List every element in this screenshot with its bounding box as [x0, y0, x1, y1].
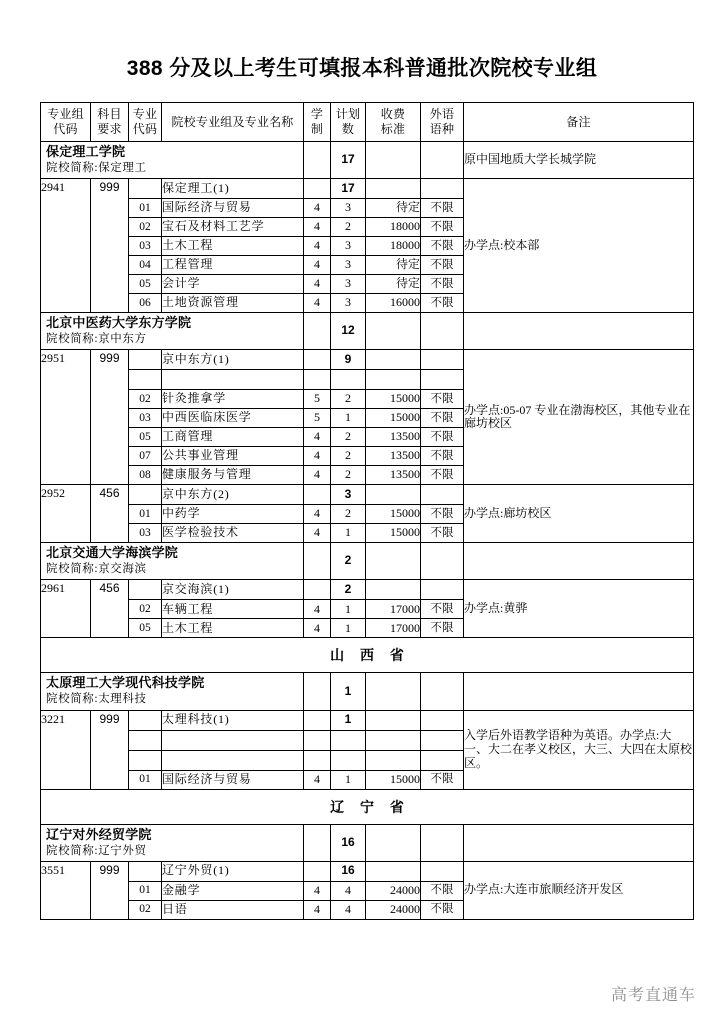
major-fee: 待定 — [366, 199, 421, 218]
header-group-code: 专业组 代码 — [41, 103, 91, 142]
group-note: 办学点:校本部 — [464, 179, 694, 313]
group-note: 办学点:黄骅 — [464, 580, 694, 638]
major-fee: 17000 — [366, 619, 421, 638]
major-code: 01 — [129, 881, 162, 900]
major-fee: 13500 — [366, 447, 421, 466]
major-years: 4 — [304, 600, 331, 619]
header-fee-standard: 收费 标准 — [366, 103, 421, 142]
major-code: 02 — [129, 218, 162, 237]
school-fee-cell — [366, 543, 421, 580]
major-plan-count: 1 — [331, 619, 366, 638]
major-plan-count: 1 — [331, 409, 366, 428]
group-fee-blank — [366, 179, 421, 199]
group-years-blank — [304, 485, 331, 505]
group-name: 京交海滨(1) — [162, 580, 304, 600]
major-name: 工商管理 — [162, 428, 304, 447]
major-years: 4 — [304, 428, 331, 447]
major-plan-count: 1 — [331, 600, 366, 619]
major-name: 国际经济与贸易 — [162, 770, 304, 789]
spacer-major-code — [129, 750, 162, 770]
province-banner-row — [41, 638, 694, 673]
group-major-code-blank — [129, 580, 162, 600]
header-plan-count: 计划 数 — [331, 103, 366, 142]
group-language-blank — [421, 485, 464, 505]
group-note: 办学点:05-07 专业在渤海校区，其他专业在廊坊校区 — [464, 350, 694, 485]
major-language: 不限 — [421, 900, 464, 919]
school-header-row — [41, 313, 694, 350]
major-fee: 15000 — [366, 524, 421, 543]
major-code: 01 — [129, 199, 162, 218]
school-years-cell — [304, 824, 331, 861]
subject-requirement: 999 — [91, 350, 129, 485]
major-name: 金融学 — [162, 881, 304, 900]
major-name: 日语 — [162, 900, 304, 919]
major-fee: 24000 — [366, 881, 421, 900]
header-major-code: 专业 代码 — [129, 103, 162, 142]
school-info-cell — [41, 142, 304, 179]
school-plan-count: 2 — [331, 543, 366, 580]
header-years: 学 制 — [304, 103, 331, 142]
major-code: 03 — [129, 524, 162, 543]
major-language: 不限 — [421, 256, 464, 275]
group-language-blank — [421, 350, 464, 370]
group-language-blank — [421, 710, 464, 730]
major-language: 不限 — [421, 199, 464, 218]
school-years-cell — [304, 543, 331, 580]
major-code: 04 — [129, 256, 162, 275]
major-years: 4 — [304, 524, 331, 543]
major-language: 不限 — [421, 447, 464, 466]
group-code: 3221 — [41, 710, 91, 789]
school-years-cell — [304, 313, 331, 350]
major-name: 车辆工程 — [162, 600, 304, 619]
group-name: 京中东方(1) — [162, 350, 304, 370]
school-info-cell — [41, 543, 304, 580]
group-header-row — [41, 179, 694, 199]
major-code: 01 — [129, 770, 162, 789]
school-plan-count: 12 — [331, 313, 366, 350]
major-years: 4 — [304, 881, 331, 900]
subject-requirement: 999 — [91, 179, 129, 313]
major-language: 不限 — [421, 524, 464, 543]
major-name: 中药学 — [162, 505, 304, 524]
school-header-row — [41, 142, 694, 179]
major-plan-count: 2 — [331, 218, 366, 237]
group-language-blank — [421, 580, 464, 600]
major-years: 5 — [304, 409, 331, 428]
school-fee-cell — [366, 824, 421, 861]
header-subject-requirement: 科目 要求 — [91, 103, 129, 142]
major-name: 针灸推拿学 — [162, 390, 304, 409]
school-header-row — [41, 824, 694, 861]
province-banner-row — [41, 789, 694, 824]
major-language: 不限 — [421, 390, 464, 409]
group-fee-blank — [366, 710, 421, 730]
major-years: 4 — [304, 275, 331, 294]
group-code: 2941 — [41, 179, 91, 313]
admission-plan-table — [40, 102, 694, 920]
major-fee: 17000 — [366, 600, 421, 619]
major-fee: 24000 — [366, 900, 421, 919]
group-plan-count: 16 — [331, 861, 366, 881]
group-major-code-blank — [129, 710, 162, 730]
spacer-years — [304, 730, 331, 750]
major-years: 5 — [304, 390, 331, 409]
major-code: 05 — [129, 275, 162, 294]
major-plan-count: 2 — [331, 466, 366, 485]
school-language-cell — [421, 824, 464, 861]
school-language-cell — [421, 142, 464, 179]
major-plan-count: 2 — [331, 447, 366, 466]
school-abbreviation: 院校简称:辽宁外贸 — [46, 844, 147, 857]
spacer-language — [421, 730, 464, 750]
school-name: 北京中医药大学东方学院 — [46, 315, 192, 331]
major-code: 03 — [129, 237, 162, 256]
major-years: 4 — [304, 466, 331, 485]
school-abbreviation: 院校简称:太理科技 — [46, 693, 147, 706]
group-note: 办学点:大连市旅顺经济开发区 — [464, 861, 694, 919]
major-years: 4 — [304, 505, 331, 524]
group-fee-blank — [366, 485, 421, 505]
major-code: 03 — [129, 409, 162, 428]
major-name: 医学检验技术 — [162, 524, 304, 543]
major-years: 4 — [304, 256, 331, 275]
major-name: 土木工程 — [162, 237, 304, 256]
major-plan-count: 1 — [331, 524, 366, 543]
major-fee: 18000 — [366, 218, 421, 237]
school-fee-cell — [366, 142, 421, 179]
school-plan-count: 16 — [331, 824, 366, 861]
group-years-blank — [304, 179, 331, 199]
spacer-plan — [331, 750, 366, 770]
group-plan-count: 9 — [331, 350, 366, 370]
major-fee: 13500 — [366, 466, 421, 485]
spacer-years — [304, 750, 331, 770]
group-code: 2961 — [41, 580, 91, 638]
major-name: 中西医临床医学 — [162, 409, 304, 428]
major-name: 会计学 — [162, 275, 304, 294]
group-major-code-blank — [129, 179, 162, 199]
group-header-row — [41, 580, 694, 600]
major-plan-count: 3 — [331, 237, 366, 256]
major-code: 07 — [129, 447, 162, 466]
subject-requirement: 999 — [91, 710, 129, 789]
school-name: 北京交通大学海滨学院 — [46, 545, 179, 561]
major-years: 4 — [304, 900, 331, 919]
table-header-row — [41, 103, 694, 142]
group-major-code-blank — [129, 350, 162, 370]
spacer-major-name — [162, 370, 304, 390]
group-name: 辽宁外贸(1) — [162, 861, 304, 881]
group-fee-blank — [366, 580, 421, 600]
major-plan-count: 3 — [331, 199, 366, 218]
major-years: 4 — [304, 294, 331, 313]
group-note: 办学点:廊坊校区 — [464, 485, 694, 543]
major-name: 宝石及材料工艺学 — [162, 218, 304, 237]
school-language-cell — [421, 543, 464, 580]
major-name: 土地资源管理 — [162, 294, 304, 313]
major-language: 不限 — [421, 466, 464, 485]
major-code: 05 — [129, 619, 162, 638]
spacer-language — [421, 750, 464, 770]
school-language-cell — [421, 313, 464, 350]
spacer-major-name — [162, 730, 304, 750]
major-fee: 15000 — [366, 409, 421, 428]
group-years-blank — [304, 350, 331, 370]
school-abbreviation: 院校简称:保定理工 — [46, 161, 147, 174]
major-years: 4 — [304, 199, 331, 218]
major-name: 公共事业管理 — [162, 447, 304, 466]
spacer-major-code — [129, 730, 162, 750]
school-abbreviation: 院校简称:京中东方 — [46, 333, 147, 346]
group-name: 太理科技(1) — [162, 710, 304, 730]
major-plan-count: 3 — [331, 256, 366, 275]
spacer-major-name — [162, 750, 304, 770]
major-language: 不限 — [421, 409, 464, 428]
table-body — [41, 103, 694, 920]
school-years-cell — [304, 673, 331, 710]
school-note — [464, 543, 694, 580]
major-code: 02 — [129, 900, 162, 919]
group-fee-blank — [366, 350, 421, 370]
group-plan-count: 3 — [331, 485, 366, 505]
group-years-blank — [304, 710, 331, 730]
major-fee: 待定 — [366, 256, 421, 275]
subject-requirement: 456 — [91, 580, 129, 638]
school-note — [464, 313, 694, 350]
school-header-row — [41, 673, 694, 710]
major-fee: 15000 — [366, 770, 421, 789]
page-title: 388 分及以上考生可填报本科普通批次院校专业组 — [126, 57, 598, 80]
group-major-code-blank — [129, 861, 162, 881]
group-code: 2951 — [41, 350, 91, 485]
major-language: 不限 — [421, 619, 464, 638]
subject-requirement: 456 — [91, 485, 129, 543]
school-name: 太原理工大学现代科技学院 — [46, 675, 205, 691]
group-plan-count: 2 — [331, 580, 366, 600]
school-language-cell — [421, 673, 464, 710]
major-code: 08 — [129, 466, 162, 485]
major-code: 06 — [129, 294, 162, 313]
school-name: 保定理工学院 — [46, 144, 126, 159]
major-fee: 待定 — [366, 275, 421, 294]
major-fee: 13500 — [366, 428, 421, 447]
school-plan-count: 1 — [331, 673, 366, 710]
major-plan-count: 4 — [331, 881, 366, 900]
school-abbreviation: 院校简称:京交海滨 — [46, 563, 147, 576]
group-major-code-blank — [129, 485, 162, 505]
group-header-row — [41, 485, 694, 505]
admission-plan-table-wrapper — [40, 102, 693, 920]
header-note: 备注 — [464, 103, 694, 142]
group-years-blank — [304, 580, 331, 600]
group-name: 京中东方(2) — [162, 485, 304, 505]
group-plan-count: 17 — [331, 179, 366, 199]
major-language: 不限 — [421, 881, 464, 900]
major-fee: 16000 — [366, 294, 421, 313]
major-name: 土木工程 — [162, 619, 304, 638]
school-info-cell — [41, 673, 304, 710]
school-header-row — [41, 543, 694, 580]
major-fee: 15000 — [366, 390, 421, 409]
major-plan-count: 2 — [331, 428, 366, 447]
header-name: 院校专业组及专业名称 — [162, 103, 304, 142]
major-plan-count: 3 — [331, 275, 366, 294]
spacer-plan — [331, 370, 366, 390]
major-fee: 18000 — [366, 237, 421, 256]
major-name: 工程管理 — [162, 256, 304, 275]
school-plan-count: 17 — [331, 142, 366, 179]
major-name: 健康服务与管理 — [162, 466, 304, 485]
major-years: 4 — [304, 619, 331, 638]
group-plan-count: 1 — [331, 710, 366, 730]
major-language: 不限 — [421, 600, 464, 619]
major-code: 02 — [129, 600, 162, 619]
major-plan-count: 2 — [331, 505, 366, 524]
major-years: 4 — [304, 770, 331, 789]
spacer-fee — [366, 370, 421, 390]
major-name: 国际经济与贸易 — [162, 199, 304, 218]
school-fee-cell — [366, 673, 421, 710]
spacer-language — [421, 370, 464, 390]
header-foreign-language: 外语 语种 — [421, 103, 464, 142]
school-note — [464, 824, 694, 861]
major-plan-count: 1 — [331, 770, 366, 789]
group-header-row — [41, 710, 694, 730]
group-note: 入学后外语教学语种为英语。办学点:大一、大二在孝义校区，大三、大四在太原校区。 — [464, 710, 694, 789]
school-note: 原中国地质大学长城学院 — [464, 142, 694, 179]
group-name: 保定理工(1) — [162, 179, 304, 199]
major-language: 不限 — [421, 237, 464, 256]
province-name: 辽 宁 省 — [41, 789, 694, 824]
school-info-cell — [41, 313, 304, 350]
spacer-plan — [331, 730, 366, 750]
major-language: 不限 — [421, 294, 464, 313]
major-years: 4 — [304, 218, 331, 237]
group-header-row — [41, 350, 694, 370]
spacer-years — [304, 370, 331, 390]
major-plan-count: 2 — [331, 390, 366, 409]
major-code: 02 — [129, 390, 162, 409]
group-code: 2952 — [41, 485, 91, 543]
school-info-cell — [41, 824, 304, 861]
subject-requirement: 999 — [91, 861, 129, 919]
major-language: 不限 — [421, 275, 464, 294]
spacer-major-code — [129, 370, 162, 390]
group-years-blank — [304, 861, 331, 881]
school-note — [464, 673, 694, 710]
province-name: 山 西 省 — [41, 638, 694, 673]
group-header-row — [41, 861, 694, 881]
spacer-fee — [366, 730, 421, 750]
major-years: 4 — [304, 237, 331, 256]
major-code: 01 — [129, 505, 162, 524]
school-years-cell — [304, 142, 331, 179]
major-language: 不限 — [421, 505, 464, 524]
school-name: 辽宁对外经贸学院 — [46, 826, 152, 842]
major-fee: 15000 — [366, 505, 421, 524]
major-years: 4 — [304, 447, 331, 466]
watermark: 高考直通车 — [610, 987, 696, 1004]
group-language-blank — [421, 861, 464, 881]
group-language-blank — [421, 179, 464, 199]
school-fee-cell — [366, 313, 421, 350]
major-code: 05 — [129, 428, 162, 447]
major-plan-count: 3 — [331, 294, 366, 313]
major-language: 不限 — [421, 428, 464, 447]
major-language: 不限 — [421, 770, 464, 789]
major-plan-count: 4 — [331, 900, 366, 919]
group-fee-blank — [366, 861, 421, 881]
group-code: 3551 — [41, 861, 91, 919]
spacer-fee — [366, 750, 421, 770]
major-language: 不限 — [421, 218, 464, 237]
